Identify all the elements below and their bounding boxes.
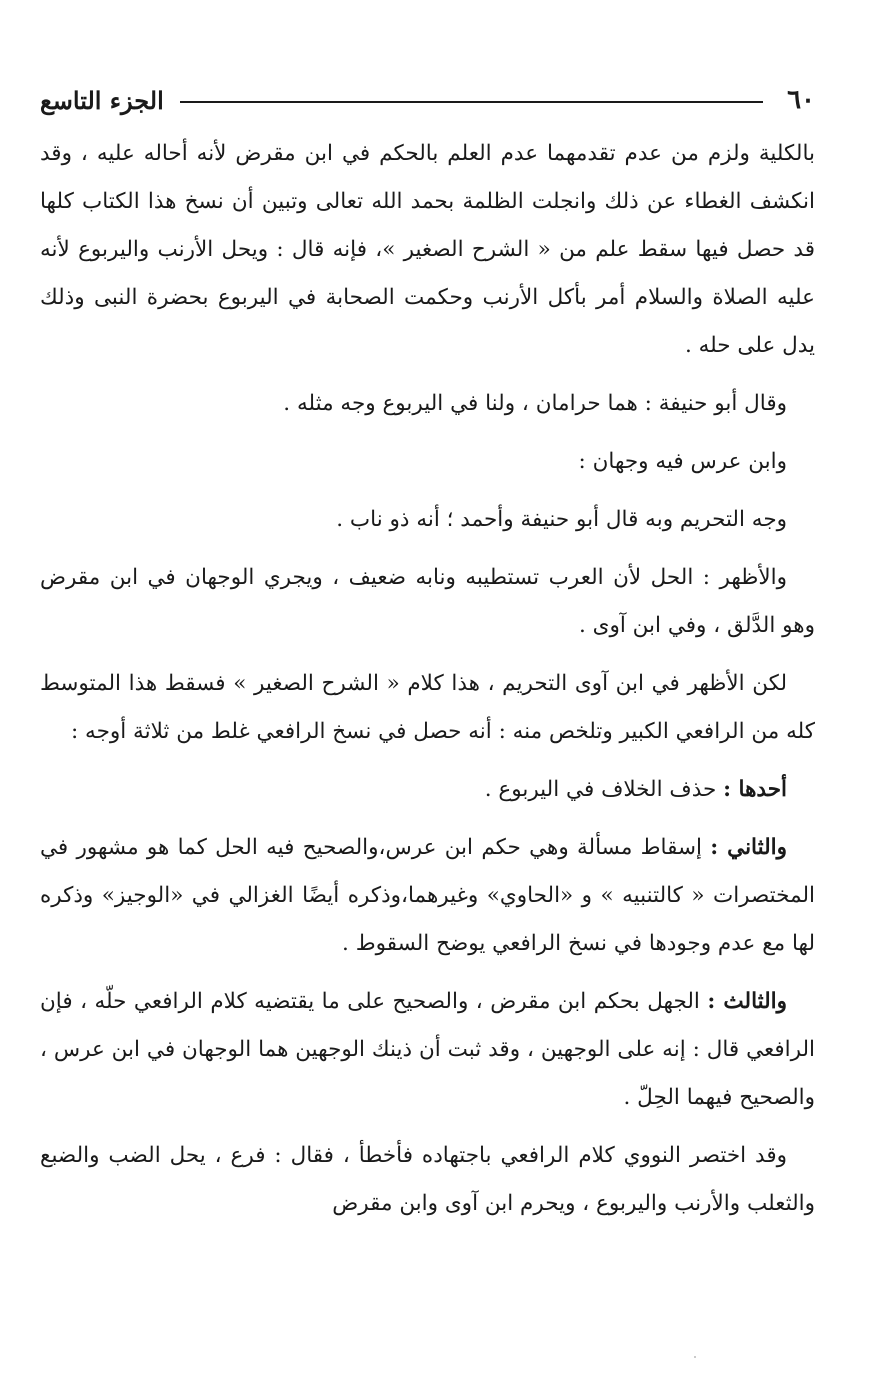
paragraph [40, 660, 815, 756]
paragraph [40, 380, 815, 428]
paragraph [40, 130, 815, 370]
paragraph-text: والأظهر : الحل لأن العرب تستطيبه ونابه ضعيف ، ويجري الوجهان في ابن مقرض وهو الدَّلق ، وفي ابن آوى . [40, 565, 815, 638]
scan-speck [694, 1356, 696, 1358]
paragraph-text: إسقاط مسألة وهي حكم ابن عرس،والصحيح فيه الحل كما هو مشهور في المختصرات « كالتنبيه » و «الحاوي» وغيرهما،وذكره أيضًا الغزالي في «الوجيز» وذكره لها مع عدم وجودها في نسخ الرافعي يوضح السقوط . [40, 835, 815, 956]
paragraph-text: الجهل بحكم ابن مقرض ، والصحيح على ما يقتضيه كلام الرافعي حلّه ، فإن الرافعي قال : إنه على الوجهين ، وقد ثبت أن ذينك الوجهين هما الوجهان في ابن عرس ، والصحيح فيهما الحِلّ . [40, 989, 815, 1110]
paragraph [40, 438, 815, 486]
running-head: الجزء التاسع [40, 85, 164, 115]
paragraph [40, 1132, 815, 1228]
paragraph-text: وابن عرس فيه وجهان : [578, 449, 787, 474]
page-header [40, 78, 815, 122]
paragraph-text: حذف الخلاف في اليربوع . [484, 777, 717, 802]
paragraph-lead: أحدها : [723, 777, 787, 802]
paragraph-text: وقد اختصر النووي كلام الرافعي باجتهاده فأخطأ ، فقال : فرع ، يحل الضب والضبع والثعلب والأرنب واليربوع ، ويحرم ابن آوى وابن مقرض [40, 1143, 815, 1216]
paragraph [40, 824, 815, 968]
page-body [40, 130, 815, 1228]
book-page [40, 78, 815, 1347]
paragraph-text: لكن الأظهر في ابن آوى التحريم ، هذا كلام « الشرح الصغير » فسقط هذا المتوسط كله من الرافعي الكبير وتلخص منه : أنه حصل في نسخ الرافعي غلط من ثلاثة أوجه : [40, 671, 815, 744]
paragraph [40, 766, 815, 814]
paragraph-text: وجه التحريم وبه قال أبو حنيفة وأحمد ؛ أنه ذو ناب . [336, 507, 787, 532]
paragraph [40, 554, 815, 650]
page-number: ٦٠ [787, 85, 815, 115]
paragraph [40, 978, 815, 1122]
paragraph-text: وقال أبو حنيفة : هما حرامان ، ولنا في اليربوع وجه مثله . [283, 391, 787, 416]
paragraph-text: بالكلية ولزم من عدم تقدمهما عدم العلم بالحكم في ابن مقرض لأنه أحاله عليه ، وقد انكشف الغطاء عن ذلك وانجلت الظلمة بحمد الله تعالى وتبين أن نسخ هذا الكتاب كلها قد حصل فيها سقط علم من « الشرح الصغير »، فإنه قال : ويحل الأرنب واليربوع لأنه عليه الصلاة والسلام أمر بأكل الأرنب وحكمت الصحابة في اليربوع بحضرة النبى وذلك يدل على حله . [40, 141, 815, 358]
paragraph-lead: والثاني : [710, 835, 788, 860]
header-rule [180, 101, 763, 103]
paragraph-lead: والثالث : [707, 989, 788, 1014]
paragraph [40, 496, 815, 544]
